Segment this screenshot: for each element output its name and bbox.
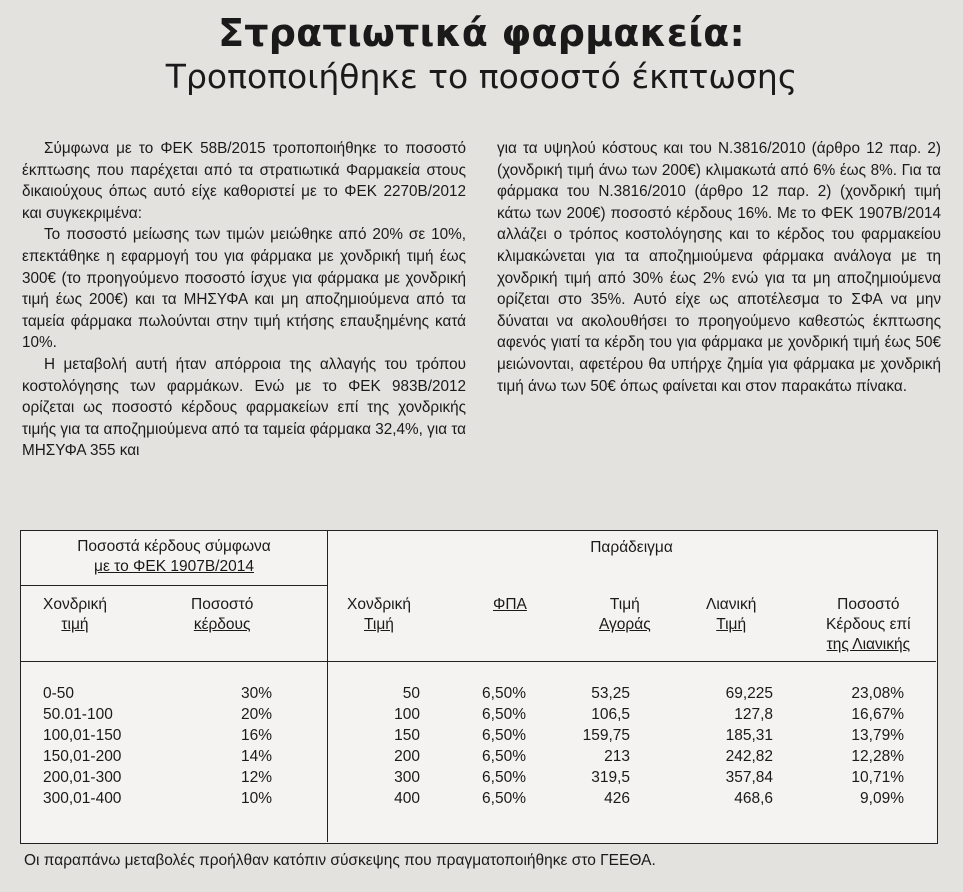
table-group-header-right: Παράδειγμα [590,539,673,556]
table-cell: 16,67% [851,706,904,723]
column-header-line: ΦΠΑ [493,596,527,613]
table-cell: 200,01-300 [43,769,122,786]
table-cell: 150,01-200 [43,748,122,765]
table-cell: 13,79% [851,727,904,744]
table-cell: 200 [394,748,420,765]
table-cell: 426 [604,790,630,807]
table-cell: 12,28% [851,748,904,765]
page-subtitle: Τροποποιήθηκε το ποσοστό έκπτωσης [165,57,798,96]
paragraph: Το ποσοστό μείωσης των τιμών μειώθηκε από 20% σε 10%, επεκτάθηκε η εφαρμογή του για φάρμακα με χονδρική τιμή έως 300€ (το προηγούμενο ποσοστό ίσχυε για φάρμακα με χονδρική τιμή έως 200€) και τα ΜΗΣΥΦΑ και μη αποζημιούμενα από τα ταμεία φάρμακα πωλούνται στην τιμή κτήσης επαυξημένης κατά 10%. [22,226,466,352]
table-cell: 106,5 [591,706,630,723]
table-cell: 127,8 [734,706,773,723]
table-cell: 400 [394,790,420,807]
table-cell: 468,6 [734,790,773,807]
table-group-header-left [21,537,327,577]
column-header-line: Ποσοστό [191,596,254,613]
table-cell: 20% [240,706,272,723]
table-cell: 53,25 [591,685,630,702]
table-divider [21,661,936,662]
profit-table [20,530,938,844]
table-cell: 12% [240,769,272,786]
column-header-line: Τιμή [716,616,747,633]
column-header-line: Χονδρική [43,596,107,613]
table-cell: 150 [394,727,420,744]
column-header-line: Τιμή [364,616,394,633]
column-header-line: Κέρδους επί [826,616,911,633]
column-header-purchase-price [599,595,651,635]
table-cell: 319,5 [591,769,630,786]
headline [0,10,963,98]
column-header-wholesale-range [43,595,107,635]
column-header-retail-price [706,595,756,635]
table-row [21,683,936,704]
column-header-vat [493,595,527,615]
article-column-right [497,138,941,397]
table-row [21,788,936,809]
group-header-line: με το ΦΕΚ 1907Β/2014 [94,558,254,575]
table-cell: 6,50% [482,790,526,807]
column-header-line: τιμή [61,616,89,633]
table-cell: 357,84 [725,769,773,786]
table-cell: 213 [604,748,630,765]
table-cell: 6,50% [482,706,526,723]
column-header-line: Χονδρική [347,596,411,613]
table-cell: 6,50% [482,769,526,786]
table-row [21,704,936,725]
table-cell: 14% [240,748,272,765]
table-cell: 300 [394,769,420,786]
table-cell: 159,75 [582,727,630,744]
table-cell: 0-50 [43,685,75,702]
column-header-profit-rate [191,595,253,635]
table-cell: 185,31 [725,727,773,744]
table-cell: 100,01-150 [43,727,122,744]
table-cell: 100 [394,706,420,723]
table-cell: 242,82 [725,748,773,765]
table-cell: 6,50% [482,727,526,744]
table-cell: 69,225 [725,685,773,702]
paragraph: για τα υψηλού κόστους και του Ν.3816/2010 (άρθρο 12 παρ. 2) (χονδρική τιμή άνω των 200€) κλιμακωτά από 6% έως 8%. Για τα φάρμακα του Ν.3816/2010 (άρθρο 12 παρ. 2) (χονδρική τιμή κάτω των 200€) ποσοστό κέρδους 16%. Με το ΦΕΚ 1907Β/2014 αλλάζει ο τρόπος κοστολόγησης και το κέρδος του φαρμακείου κλιμακώνεται για τα αποζημιούμενα φάρμακα ανάλογα με τη χονδρική τιμή από 30% έως 2% ενώ για τα μη αποζημιούμενα ορίζεται στο 35%. Αυτό είχε ως αποτέλεσμα το ΣΦΑ να μην δύναται να ακολουθήσει το προηγούμενο καθεστώς έκπτωσης αφενός γιατί τα κέρδη του για φάρμακα με χονδρική τιμή έως 50€ μειώνονται, αφετέρου θα υπήρχε ζημία για φάρμακα με χονδρική τιμή άνω των 50€ όπως φαίνεται και στον παρακάτω πίνακα. [497,140,941,395]
column-header-line: της Λιανικής [826,636,911,653]
paragraph: Σύμφωνα με το ΦΕΚ 58Β/2015 τροποποιήθηκε το ποσοστό έκπτωσης που παρέχεται από τα στρατιωτικά Φαρμακεία στους δικαιούχους όπως αυτό είχε καθοριστεί με το ΦΕΚ 2270Β/2012 και συγκεκριμένα: [22,140,466,222]
column-header-wholesale-price [347,595,411,635]
article-column-left [22,138,466,462]
table-cell: 50.01-100 [43,706,113,723]
column-header-line: κέρδους [193,616,251,633]
group-header-line: Ποσοστά κέρδους σύμφωνα [77,538,271,555]
column-header-line: Λιανική [706,596,757,613]
table-row [21,725,936,746]
table-cell: 300,01-400 [43,790,122,807]
column-header-retail-profit [826,595,911,655]
column-header-line: Ποσοστό [837,596,900,613]
table-cell: 10,71% [851,769,904,786]
table-cell: 6,50% [482,685,526,702]
table-cell: 50 [402,685,420,702]
table-cell: 6,50% [482,748,526,765]
column-header-line: Αγοράς [599,616,651,633]
table-row [21,767,936,788]
table-cell: 10% [240,790,272,807]
table-row [21,746,936,767]
article-body [0,138,963,523]
table-cell: 30% [240,685,272,702]
page-title: Στρατιωτικά φαρμακεία: [218,11,745,55]
column-header-line: Τιμή [609,596,640,613]
table-cell: 16% [240,727,272,744]
table-cell: 23,08% [851,685,904,702]
footnote: Οι παραπάνω μεταβολές προήλθαν κατόπιν σύσκεψης που πραγματοποιήθηκε στο ΓΕΕΘΑ. [24,852,656,869]
paragraph: Η μεταβολή αυτή ήταν απόρροια της αλλαγής του τρόπου κοστολόγησης των φαρμάκων. Ενώ με το ΦΕΚ 983Β/2012 ορίζεται ως ποσοστό κέρδους φαρμακείων επί της χονδρικής τιμής για τα αποζημιούμενα από τα ταμεία φάρμακα 32,4%, για τα ΜΗΣΥΦΑ 355 και [22,355,466,460]
table-divider [21,585,327,586]
table-cell: 9,09% [860,790,904,807]
